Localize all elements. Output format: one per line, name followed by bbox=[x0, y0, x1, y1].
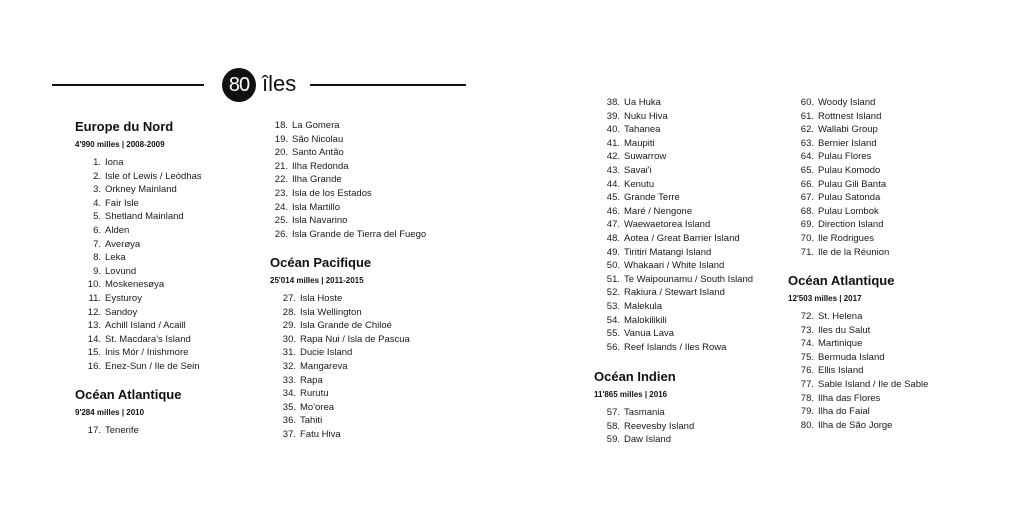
island-list-item bbox=[262, 228, 472, 242]
island-number: 4. bbox=[93, 197, 101, 209]
column-4 bbox=[788, 96, 998, 259]
header-rule-left bbox=[52, 84, 204, 86]
island-number: 61. bbox=[800, 110, 814, 122]
island-name: Kenutu bbox=[624, 178, 655, 190]
header-rule-right bbox=[310, 84, 466, 86]
island-list-item bbox=[75, 156, 285, 170]
island-list-item bbox=[788, 164, 998, 178]
island-number: 29. bbox=[282, 320, 296, 332]
island-list-ocean-atlantique-1-cont bbox=[262, 119, 472, 241]
island-number: 55. bbox=[606, 328, 620, 340]
island-name: Isla Grande de Tierra del Fuego bbox=[292, 228, 427, 240]
island-name: Isla Grande de Chiloé bbox=[300, 320, 392, 332]
island-number: 63. bbox=[800, 137, 814, 149]
island-number: 65. bbox=[800, 164, 814, 176]
island-number: 9. bbox=[93, 265, 101, 277]
island-name: La Gomera bbox=[292, 120, 340, 131]
island-name: Enez-Sun / Ile de Sein bbox=[105, 360, 200, 372]
island-name: Ducie Island bbox=[300, 347, 353, 359]
island-list-item bbox=[788, 246, 998, 260]
island-list-item bbox=[270, 387, 480, 401]
island-name: Lovund bbox=[105, 265, 137, 277]
island-name: Grande Terre bbox=[624, 192, 680, 204]
island-number: 47. bbox=[606, 219, 620, 231]
island-name: Fatu Hiva bbox=[300, 428, 341, 440]
island-number: 50. bbox=[606, 260, 620, 272]
island-list-item bbox=[262, 133, 472, 147]
section-title-ocean-atlantique-2: Océan Atlantique bbox=[788, 273, 895, 288]
island-list-item bbox=[270, 319, 480, 333]
island-name: Iles du Salut bbox=[818, 324, 871, 336]
island-number: 28. bbox=[282, 306, 296, 318]
island-name: Reevesby Island bbox=[624, 420, 695, 432]
island-number: 31. bbox=[282, 347, 296, 359]
island-number: 69. bbox=[800, 219, 814, 231]
column-2-pacifique bbox=[270, 254, 480, 442]
island-name: Bernier Island bbox=[818, 137, 877, 149]
section-subtitle-ocean-atlantique-2: 12'503 milles | 2017 bbox=[788, 294, 862, 303]
island-name: Rurutu bbox=[300, 388, 329, 400]
island-number: 23. bbox=[274, 187, 288, 199]
island-number: 16. bbox=[87, 360, 101, 372]
island-name: Ilha de São Jorge bbox=[818, 419, 893, 431]
island-list-item bbox=[75, 210, 285, 224]
island-list-item bbox=[270, 374, 480, 388]
island-list-item bbox=[594, 286, 804, 300]
island-name: Mo'orea bbox=[300, 401, 335, 413]
island-name: Ile de la Réunion bbox=[818, 246, 890, 258]
island-number: 68. bbox=[800, 205, 814, 217]
island-name: Daw Island bbox=[624, 434, 671, 446]
island-number: 56. bbox=[606, 341, 620, 353]
island-number: 32. bbox=[282, 360, 296, 372]
island-number: 73. bbox=[800, 324, 814, 336]
island-name: Isla Wellington bbox=[300, 306, 362, 318]
island-number: 54. bbox=[606, 314, 620, 326]
island-number: 77. bbox=[800, 378, 814, 390]
island-number: 2. bbox=[93, 170, 101, 182]
section-title-europe-nord: Europe du Nord bbox=[75, 119, 174, 134]
island-number: 60. bbox=[800, 97, 814, 108]
island-list-europe-nord bbox=[75, 156, 285, 374]
island-number: 40. bbox=[606, 124, 620, 136]
island-name: Pulau Lombok bbox=[818, 205, 879, 217]
island-list-item bbox=[594, 246, 804, 260]
island-name: Ellis Island bbox=[818, 365, 864, 377]
island-list-item bbox=[594, 420, 804, 434]
island-name: Sable Island / Ile de Sable bbox=[818, 378, 929, 390]
island-list-ocean-pacifique-start bbox=[270, 292, 480, 442]
column-1 bbox=[75, 118, 285, 374]
island-number: 62. bbox=[800, 124, 814, 136]
island-number: 41. bbox=[606, 137, 620, 149]
island-list-item bbox=[75, 170, 285, 184]
island-name: Isla Hoste bbox=[300, 293, 343, 304]
island-number: 26. bbox=[274, 228, 288, 240]
island-number: 20. bbox=[274, 147, 288, 159]
island-number: 74. bbox=[800, 338, 814, 350]
island-list-item bbox=[594, 259, 804, 273]
island-list-item bbox=[594, 123, 804, 137]
column-3 bbox=[594, 96, 804, 354]
island-list-item bbox=[788, 324, 998, 338]
island-number: 53. bbox=[606, 300, 620, 312]
island-list-item bbox=[788, 137, 998, 151]
island-list-item bbox=[594, 327, 804, 341]
island-list-item bbox=[594, 273, 804, 287]
island-name: Ua Huka bbox=[624, 97, 661, 108]
section-title-ocean-pacifique: Océan Pacifique bbox=[270, 255, 372, 270]
island-name: Ilha Grande bbox=[292, 174, 342, 186]
island-list-item bbox=[594, 150, 804, 164]
island-name: Isla Navarino bbox=[292, 215, 348, 227]
island-number: 46. bbox=[606, 205, 620, 217]
island-name: Pulau Satonda bbox=[818, 192, 881, 204]
island-number: 8. bbox=[93, 252, 101, 264]
island-number: 36. bbox=[282, 415, 296, 427]
island-name: Ile Rodrigues bbox=[818, 232, 874, 244]
island-number: 75. bbox=[800, 351, 814, 363]
island-number: 1. bbox=[93, 157, 101, 168]
island-number: 44. bbox=[606, 178, 620, 190]
island-name: Rapa bbox=[300, 374, 323, 386]
island-name: Isla de los Estados bbox=[292, 187, 372, 199]
island-number: 21. bbox=[274, 160, 288, 172]
island-list-item bbox=[262, 146, 472, 160]
island-number: 22. bbox=[274, 174, 288, 186]
island-name: Tiritiri Matangi Island bbox=[624, 246, 712, 258]
island-name: Fair Isle bbox=[105, 197, 139, 209]
island-name: St. Macdara's Island bbox=[105, 333, 191, 345]
island-number: 45. bbox=[606, 192, 620, 204]
section-title-ocean-indien: Océan Indien bbox=[594, 369, 676, 384]
island-name: Whakaari / White Island bbox=[624, 260, 725, 272]
island-list-item bbox=[788, 123, 998, 137]
island-list-item bbox=[788, 205, 998, 219]
island-number: 42. bbox=[606, 151, 620, 163]
island-list-item bbox=[788, 392, 998, 406]
island-name: Suwarrow bbox=[624, 151, 667, 163]
island-number: 33. bbox=[282, 374, 296, 386]
island-list-item bbox=[594, 314, 804, 328]
island-list-item bbox=[270, 292, 480, 306]
island-name: Alden bbox=[105, 224, 130, 236]
island-list-item bbox=[270, 414, 480, 428]
island-list-item bbox=[788, 378, 998, 392]
island-list-item bbox=[75, 238, 285, 252]
island-list-item bbox=[788, 110, 998, 124]
island-name: Ilha Redonda bbox=[292, 160, 349, 172]
island-name: Bermuda Island bbox=[818, 351, 885, 363]
island-list-item bbox=[262, 214, 472, 228]
island-number: 34. bbox=[282, 388, 296, 400]
island-number: 52. bbox=[606, 287, 620, 299]
island-name: Pulau Flores bbox=[818, 151, 872, 163]
island-list-item bbox=[788, 150, 998, 164]
island-number: 49. bbox=[606, 246, 620, 258]
island-list-item bbox=[788, 96, 998, 110]
island-number: 48. bbox=[606, 232, 620, 244]
island-name: Isle of Lewis / Leòdhas bbox=[105, 170, 202, 182]
island-name: Maré / Nengone bbox=[624, 205, 693, 217]
section-subtitle-ocean-atlantique-1: 9'284 milles | 2010 bbox=[75, 408, 145, 417]
island-list-item bbox=[75, 278, 285, 292]
island-number: 35. bbox=[282, 401, 296, 413]
island-list-item bbox=[594, 205, 804, 219]
section-subtitle-ocean-pacifique: 25'014 milles | 2011-2015 bbox=[270, 276, 364, 285]
island-list-item bbox=[594, 433, 804, 447]
island-list-item bbox=[270, 333, 480, 347]
island-list-item bbox=[788, 337, 998, 351]
island-name: Te Waipounamu / South Island bbox=[624, 273, 754, 285]
island-list-item bbox=[788, 232, 998, 246]
island-number: 7. bbox=[93, 238, 101, 250]
island-name: Santo Antão bbox=[292, 147, 344, 159]
island-list-item bbox=[75, 333, 285, 347]
island-name: Tenerife bbox=[105, 425, 139, 436]
island-list-item bbox=[270, 306, 480, 320]
section-title-ocean-atlantique-1: Océan Atlantique bbox=[75, 387, 182, 402]
island-list-item bbox=[788, 178, 998, 192]
island-list-ocean-indien-start bbox=[594, 406, 804, 447]
island-list-item bbox=[262, 187, 472, 201]
island-list-item bbox=[75, 346, 285, 360]
island-number: 5. bbox=[93, 211, 101, 223]
island-name: Eysturoy bbox=[105, 292, 142, 304]
island-list-item bbox=[788, 191, 998, 205]
island-number: 19. bbox=[274, 133, 288, 145]
island-number: 6. bbox=[93, 224, 101, 236]
island-list-item bbox=[594, 110, 804, 124]
island-list-item bbox=[594, 191, 804, 205]
island-number: 15. bbox=[87, 347, 101, 359]
island-name: Tahanea bbox=[624, 124, 661, 136]
island-list-item bbox=[75, 360, 285, 374]
island-name: Rottnest Island bbox=[818, 110, 882, 122]
island-number: 43. bbox=[606, 164, 620, 176]
island-number: 24. bbox=[274, 201, 288, 213]
column-2 bbox=[262, 119, 472, 241]
island-list-item bbox=[75, 424, 285, 438]
island-list-item bbox=[75, 319, 285, 333]
island-name: Shetland Mainland bbox=[105, 211, 184, 223]
island-list-item bbox=[594, 137, 804, 151]
island-name: Achill Island / Acaill bbox=[105, 320, 186, 332]
island-name: Tasmania bbox=[624, 407, 665, 418]
island-number: 11. bbox=[88, 292, 101, 304]
island-list-item bbox=[262, 119, 472, 133]
island-count-badge: 80 bbox=[222, 68, 256, 102]
island-number: 13. bbox=[87, 320, 101, 332]
island-name: Reef Islands / Iles Rowa bbox=[624, 341, 727, 353]
island-number: 71. bbox=[800, 246, 814, 258]
island-list-item bbox=[788, 419, 998, 433]
island-name: Malokilikili bbox=[624, 314, 667, 326]
island-list-item bbox=[788, 364, 998, 378]
island-list-item bbox=[594, 341, 804, 355]
island-name: Savai'i bbox=[624, 164, 652, 176]
island-list-ocean-indien-cont bbox=[788, 96, 998, 259]
island-number: 14. bbox=[87, 333, 101, 345]
island-list-item bbox=[594, 178, 804, 192]
island-list-item bbox=[594, 164, 804, 178]
section-subtitle-ocean-indien: 11'865 milles | 2016 bbox=[594, 390, 668, 399]
island-list-item bbox=[75, 197, 285, 211]
island-number: 38. bbox=[606, 97, 620, 108]
island-name: Pulau Gili Banta bbox=[818, 178, 887, 190]
island-name: Averøya bbox=[105, 238, 141, 250]
island-number: 57. bbox=[606, 407, 620, 418]
island-name: Wallabi Group bbox=[818, 124, 878, 136]
island-number: 79. bbox=[800, 406, 814, 418]
island-number: 58. bbox=[606, 420, 620, 432]
column-3-indien bbox=[594, 368, 804, 447]
column-1-atlantique bbox=[75, 386, 285, 438]
island-number: 30. bbox=[282, 333, 296, 345]
island-number: 80. bbox=[800, 419, 814, 431]
island-name: Ilha do Faial bbox=[818, 406, 870, 418]
island-list-item bbox=[788, 351, 998, 365]
island-name: Rapa Nui / Isla de Pascua bbox=[300, 333, 410, 345]
island-list-item bbox=[788, 405, 998, 419]
island-list-item bbox=[75, 292, 285, 306]
island-name: Sandoy bbox=[105, 306, 138, 318]
island-name: Pulau Komodo bbox=[818, 164, 881, 176]
island-list-item bbox=[594, 406, 804, 420]
island-number: 17. bbox=[87, 425, 101, 436]
island-list-item bbox=[75, 265, 285, 279]
island-number: 72. bbox=[800, 311, 814, 322]
island-name: Vanua Lava bbox=[624, 328, 675, 340]
island-list-item bbox=[262, 201, 472, 215]
island-list-item bbox=[75, 224, 285, 238]
island-name: São Nicolau bbox=[292, 133, 344, 145]
island-list-item bbox=[788, 310, 998, 324]
island-name: Orkney Mainland bbox=[105, 184, 177, 196]
island-name: Ilha das Flores bbox=[818, 392, 881, 404]
island-list-item bbox=[788, 218, 998, 232]
island-count-word: îles bbox=[262, 71, 297, 96]
island-list-item bbox=[270, 428, 480, 442]
island-list-item bbox=[594, 232, 804, 246]
island-number: 76. bbox=[800, 365, 814, 377]
island-number: 59. bbox=[606, 434, 620, 446]
section-subtitle-europe-nord: 4'990 milles | 2008-2009 bbox=[75, 140, 165, 149]
island-list-item bbox=[270, 360, 480, 374]
island-list-item bbox=[262, 173, 472, 187]
island-number: 10. bbox=[87, 279, 101, 291]
island-name: Rakiura / Stewart Island bbox=[624, 287, 725, 299]
island-number: 51. bbox=[606, 273, 620, 285]
island-name: Inis Mór / Inishmore bbox=[105, 347, 189, 359]
island-name: Woody Island bbox=[818, 97, 876, 108]
column-4-atlantique bbox=[788, 272, 998, 432]
island-number: 27. bbox=[282, 293, 296, 304]
island-name: Isla Martillo bbox=[292, 201, 341, 213]
island-name: Malekula bbox=[624, 300, 663, 312]
island-number: 66. bbox=[800, 178, 814, 190]
island-list-item bbox=[75, 251, 285, 265]
island-name: Aotea / Great Barrier Island bbox=[624, 232, 740, 244]
island-name: Nuku Hiva bbox=[624, 110, 668, 122]
island-name: St. Helena bbox=[818, 311, 863, 322]
island-list-ocean-pacifique-cont bbox=[594, 96, 804, 354]
island-number: 37. bbox=[282, 428, 296, 440]
island-list-item bbox=[262, 160, 472, 174]
island-name: Direction Island bbox=[818, 219, 884, 231]
island-name: Waewaetorea Island bbox=[624, 219, 711, 231]
island-list-ocean-atlantique-2 bbox=[788, 310, 998, 432]
island-number: 3. bbox=[93, 184, 101, 196]
island-name: Tahiti bbox=[300, 415, 323, 427]
island-name: Leka bbox=[105, 252, 126, 264]
island-number: 12. bbox=[87, 306, 101, 318]
island-list-item bbox=[270, 401, 480, 415]
island-name: Iona bbox=[105, 157, 124, 168]
island-list-item bbox=[594, 218, 804, 232]
island-number: 39. bbox=[606, 110, 620, 122]
island-number: 64. bbox=[800, 151, 814, 163]
island-list-ocean-atlantique-1-start bbox=[75, 424, 285, 438]
island-name: Mangareva bbox=[300, 360, 348, 372]
island-number: 25. bbox=[274, 215, 288, 227]
island-list-item bbox=[75, 183, 285, 197]
island-number: 78. bbox=[800, 392, 814, 404]
island-number: 67. bbox=[800, 192, 814, 204]
island-number: 18. bbox=[274, 120, 288, 131]
island-name: Maupiti bbox=[624, 137, 655, 149]
island-number: 70. bbox=[800, 232, 814, 244]
island-list-item bbox=[270, 346, 480, 360]
island-name: Martinique bbox=[818, 338, 863, 350]
island-list-item bbox=[594, 96, 804, 110]
island-name: Moskenesøya bbox=[105, 279, 165, 291]
island-list-item bbox=[594, 300, 804, 314]
island-list-item bbox=[75, 306, 285, 320]
